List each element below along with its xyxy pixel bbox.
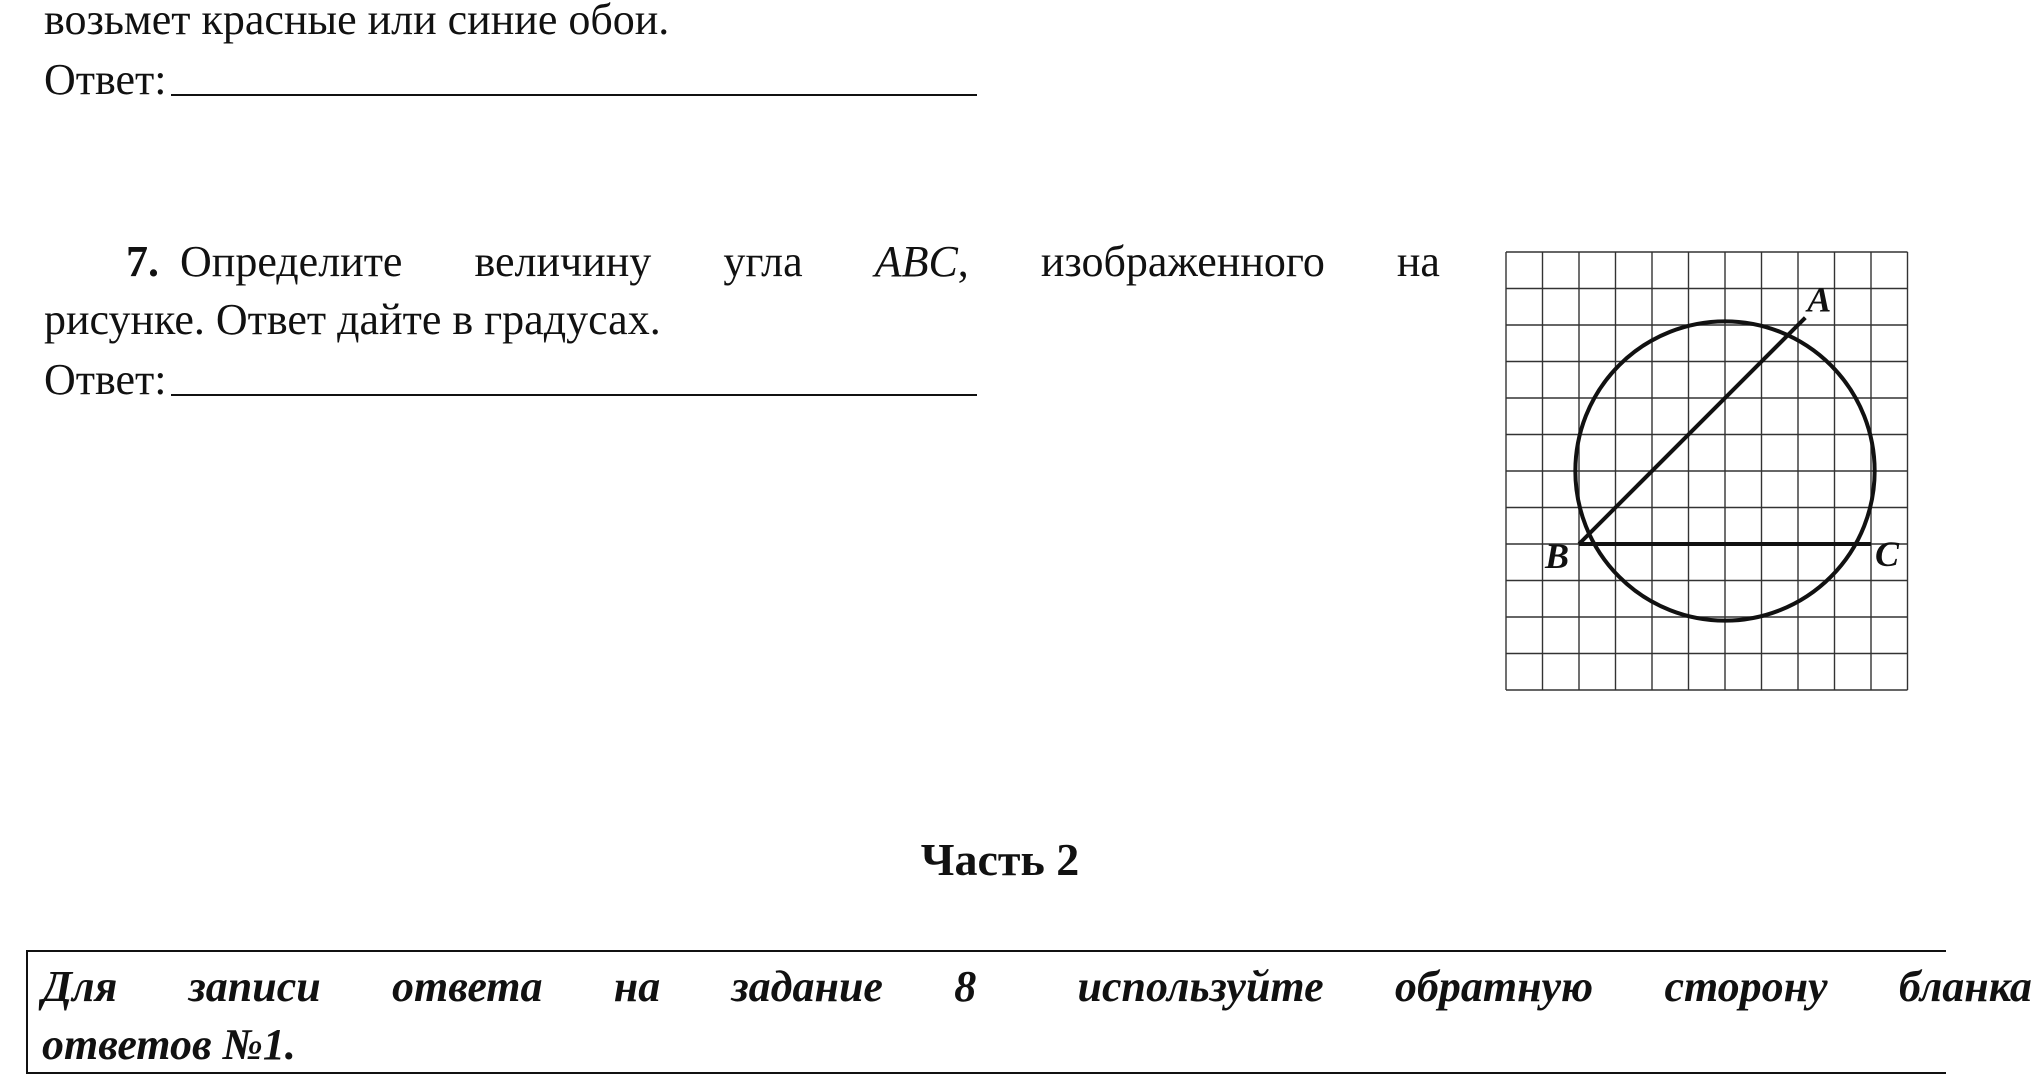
instruction-word: записи [188,962,321,1011]
instruction-word: бланка [1898,962,2032,1011]
instruction-word: Для [42,962,118,1011]
instruction-word: сторону [1664,962,1828,1011]
point-label-c: C [1875,534,1900,574]
point-label-a: A [1807,279,1832,320]
task6-tail-text: возьмет красные или синие обои. [44,0,670,44]
task6-answer-label: Ответ: [44,55,167,104]
grid-lines [1506,252,1908,690]
task7-word-2: величину [474,237,652,286]
part2-instruction-box [26,950,2032,1074]
task7-angle-name: ABC [874,237,958,286]
task7-word-4: изображенного [1040,237,1325,286]
instruction-line1 [42,958,2032,1016]
task7-figure [1500,246,1920,691]
task7-answer-row [44,354,977,406]
task7-answer-label: Ответ: [44,355,167,404]
instruction-word: 8 [954,962,977,1011]
task7-word-5: на [1396,237,1440,286]
part2-heading: Часть 2 [920,834,1080,885]
task7-word-1: Определите [180,237,403,286]
task6-answer-row [44,54,977,106]
instruction-word: используйте [1077,962,1324,1011]
task7-line1 [44,232,1468,292]
instruction-word: задание [731,962,883,1011]
task7-question [44,232,1468,350]
instruction-word: на [613,962,661,1011]
task7-answer-blank[interactable] [171,394,977,396]
task7-line2: рисунке. Ответ дайте в градусах. [44,295,661,344]
instruction-line2: ответов №1. [42,1020,296,1069]
task7-word-3: угла [723,237,803,286]
point-label-b: B [1545,536,1570,576]
task7-comma: , [957,237,969,286]
instruction-word: обратную [1394,962,1594,1011]
task7-number: 7. [126,237,159,286]
instruction-word: ответа [391,962,543,1011]
task6-answer-blank[interactable] [171,94,977,96]
segment-ba [1579,318,1805,544]
